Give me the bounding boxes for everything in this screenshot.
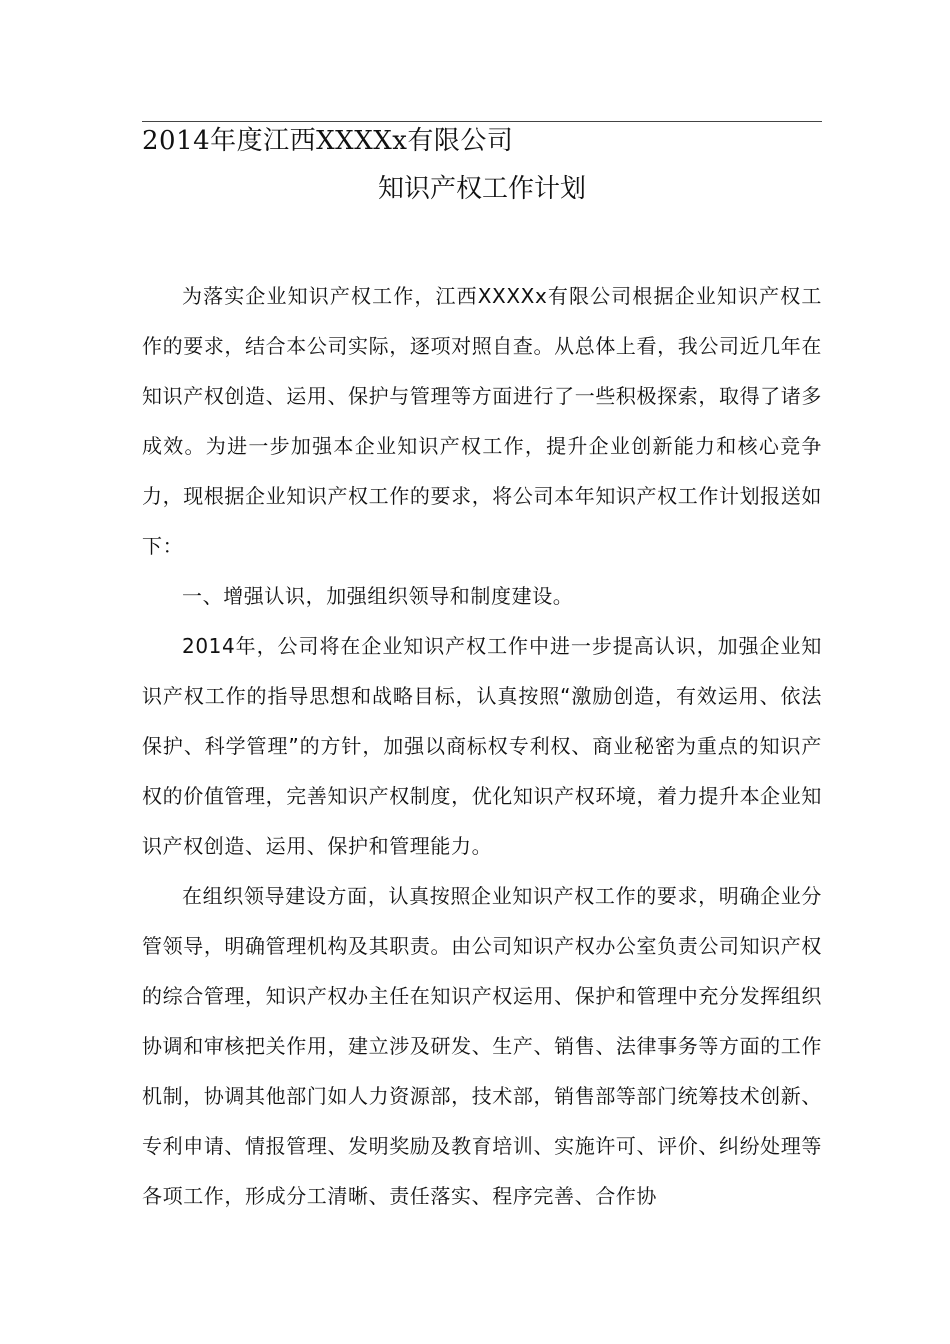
header-rule xyxy=(142,121,822,122)
paragraph-2014-plan: 2014年，公司将在企业知识产权工作中进一步提高认识，加强企业知识产权工作的指导思想和战略目标，认真按照“激励创造，有效运用、依法保护、科学管理”的方针，加强以商标权专利权、商业秘密为重点的知识产权的价值管理，完善知识产权制度，优化知识产权环境，着力提升本企业知识产权创造、运用、保护和管理能力。 xyxy=(142,634,822,858)
section-heading-1: 一、增强认识，加强组织领导和制度建设。 xyxy=(182,584,574,608)
document-title-line-2: 知识产权工作计划 xyxy=(377,174,586,204)
document-body xyxy=(142,271,822,1221)
paragraph-organization: 在组织领导建设方面，认真按照企业知识产权工作的要求，明确企业分管领导，明确管理机构及其职责。由公司知识产权办公室负责公司知识产权的综合管理，知识产权办主任在知识产权运用、保护和管理中充分发挥组织协调和审核把关作用，建立涉及研发、生产、销售、法律事务等方面的工作机制，协调其他部门如人力资源部，技术部，销售部等部门统筹技术创新、专利申请、情报管理、发明奖励及教育培训、实施许可、评价、纠纷处理等各项工作，形成分工清晰、责任落实、程序完善、合作协 xyxy=(142,884,822,1208)
document-title-line-1: 2014年度江西XXXXx有限公司 xyxy=(142,126,514,156)
paragraph-intro: 为落实企业知识产权工作，江西XXXXx有限公司根据企业知识产权工作的要求，结合本公司实际，逐项对照自查。从总体上看，我公司近几年在知识产权创造、运用、保护与管理等方面进行了一些积极探索，取得了诸多成效。为进一步加强本企业知识产权工作，提升企业创新能力和核心竞争力，现根据企业知识产权工作的要求，将公司本年知识产权工作计划报送如下： xyxy=(142,284,822,558)
